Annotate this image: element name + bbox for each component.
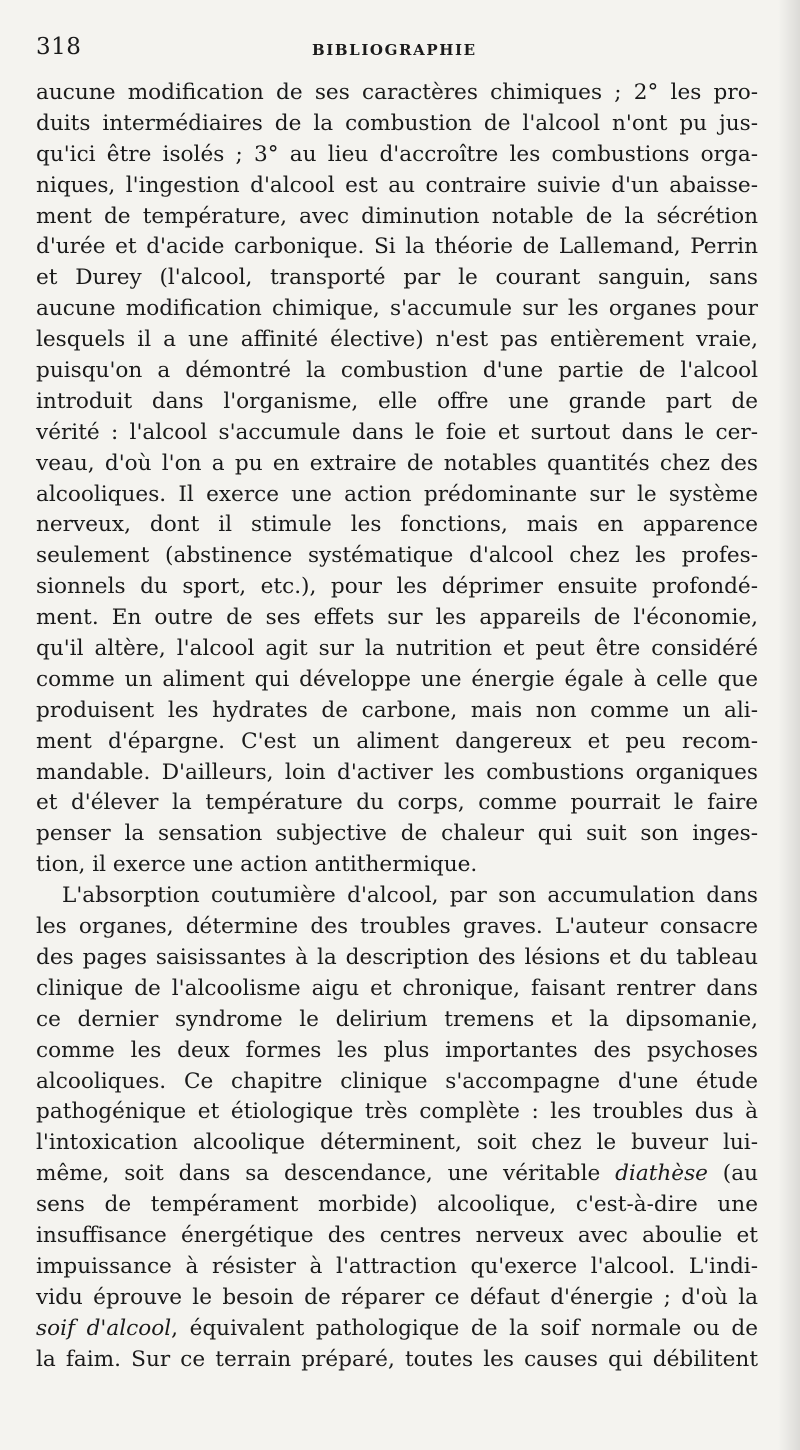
text-line: puisqu'on a démontré la combustion d'une partie de l'alcool (36, 358, 758, 384)
text-line: qu'il altère, l'alcool agit sur la nutrition et peut être considéré (36, 636, 758, 662)
paragraph-end-line: tion, il exerce une action antithermique. (36, 852, 478, 878)
text-line: produisent les hydrates de carbone, mais non comme un ali- (36, 697, 758, 723)
text-line: ment de température, avec diminution notable de la sécrétion (36, 203, 758, 229)
text-line: nerveux, dont il stimule les fonctions, mais en apparence (36, 512, 758, 538)
text-line: d'urée et d'acide carbonique. Si la théorie de Lallemand, Perrin (36, 234, 758, 260)
text-line: sens de tempérament morbide) alcoolique, c'est-à-dire une (36, 1192, 758, 1218)
text-line: ment d'épargne. C'est un aliment dangereux et peu recom- (36, 728, 758, 754)
text-line: aucune modification de ses caractères chimiques ; 2° les pro- (36, 80, 758, 105)
text-line: clinique de l'alcoolisme aigu et chronique, faisant rentrer dans (36, 975, 758, 1001)
text-line: les organes, détermine des troubles graves. L'auteur consacre (36, 914, 758, 940)
text-line: alcooliques. Il exerce une action prédominante sur le système (36, 481, 758, 507)
text-line: qu'ici être isolés ; 3° au lieu d'accroître les combustions orga- (36, 141, 758, 167)
text-line: vérité : l'alcool s'accumule dans le foie et surtout dans le cer- (36, 419, 758, 445)
text-line: l'intoxication alcoolique déterminent, soit chez le buveur lui- (36, 1130, 758, 1156)
text-line: mandable. D'ailleurs, loin d'activer les combustions organiques (36, 759, 758, 785)
text-line: et Durey (l'alcool, transporté par le courant sanguin, sans (36, 265, 758, 291)
text-line: des pages saisissantes à la description des lésions et du tableau (36, 944, 758, 970)
text-line: introduit dans l'organisme, elle offre une grande part de (36, 388, 758, 414)
text-line: veau, d'où l'on a pu en extraire de notables quantités chez des (36, 450, 758, 476)
comma: , (171, 1315, 190, 1341)
line-text: équivalent pathologique de la soif normale ou de (189, 1315, 758, 1341)
text-line-with-italic (36, 1159, 758, 1190)
text-line: pathogénique et étiologique très complète : les troubles dus à (36, 1099, 758, 1125)
page-edge-shadow (778, 0, 800, 1450)
line-text-tail: (au (722, 1161, 758, 1187)
text-line: comme un aliment qui développe une énergie égale à celle que (36, 666, 758, 692)
text-line: penser la sensation subjective de chaleur qui suit son inges- (36, 821, 758, 847)
text-line: aucune modification chimique, s'accumule sur les organes pour (36, 296, 758, 322)
text-line: duits intermédiaires de la combustion de l'alcool n'ont pu jus- (36, 110, 758, 136)
text-line: comme les deux formes les plus importantes des psychoses (36, 1037, 758, 1063)
text-line: lesquels il a une affinité élective) n'est pas entièrement vraie, (36, 327, 758, 353)
text-line-with-italic (36, 1314, 758, 1345)
text-line: ment. En outre de ses effets sur les appareils de l'économie, (36, 605, 758, 631)
text-line: seulement (abstinence systématique d'alcool chez les profes- (36, 543, 758, 569)
body-text (36, 78, 758, 1375)
text-line: la faim. Sur ce terrain préparé, toutes les causes qui débilitent (36, 1346, 758, 1372)
text-line: niques, l'ingestion d'alcool est au contraire suivie d'un abaisse- (36, 172, 758, 198)
line-text: même, soit dans sa descendance, une véritable (36, 1161, 601, 1187)
text-line: sionnels du sport, etc.), pour les déprimer ensuite profondé- (36, 574, 758, 600)
italic-term-diathese: diathèse (615, 1161, 708, 1187)
page-header (36, 34, 756, 64)
text-line: ce dernier syndrome le delirium tremens et la dipsomanie, (36, 1006, 758, 1032)
text-line: insuffisance énergétique des centres nerveux avec aboulie et (36, 1222, 758, 1248)
text-line: impuissance à résister à l'attraction qu'exerce l'alcool. L'indi- (36, 1253, 758, 1279)
page-number: 318 (36, 34, 82, 60)
paragraph-first-line: L'absorption coutumière d'alcool, par son accumulation dans (62, 883, 758, 909)
text-line: vidu éprouve le besoin de réparer ce défaut d'énergie ; d'où la (36, 1284, 758, 1310)
text-line: et d'élever la température du corps, comme pourrait le faire (36, 790, 758, 816)
text-line: alcooliques. Ce chapitre clinique s'accompagne d'une étude (36, 1068, 758, 1094)
running-title: BIBLIOGRAPHIE (312, 41, 477, 59)
italic-term-soif-dalcool: soif d'alcool (36, 1315, 172, 1341)
